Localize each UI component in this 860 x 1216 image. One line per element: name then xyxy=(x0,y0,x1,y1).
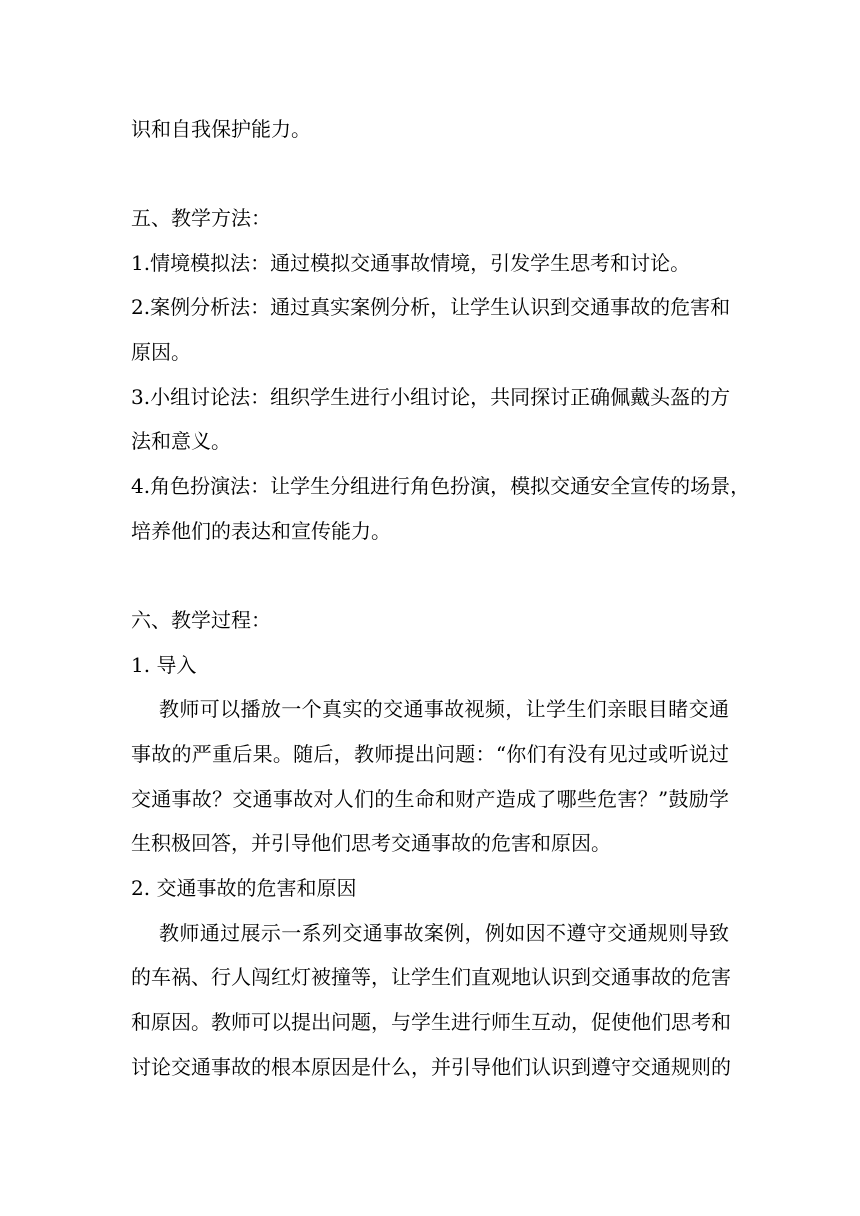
paragraph-line: 交通事故？交通事故对人们的生命和财产造成了哪些危害？”鼓励学 xyxy=(131,787,729,811)
paragraph-line: 事故的严重后果。随后，教师提出问题：“你们有没有见过或听说过 xyxy=(131,742,729,766)
list-item-method-2-cont: 原因。 xyxy=(131,340,191,364)
subheading-accident-harm-causes: 2. 交通事故的危害和原因 xyxy=(131,876,357,900)
list-item-method-1: 1.情境模拟法：通过模拟交通事故情境，引发学生思考和讨论。 xyxy=(131,251,691,275)
paragraph-line: 识和自我保护能力。 xyxy=(131,117,311,141)
subheading-introduction: 1. 导入 xyxy=(131,653,197,677)
paragraph-line: 讨论交通事故的根本原因是什么，并引导他们认识到遵守交通规则的 xyxy=(131,1055,731,1079)
section-heading-teaching-methods: 五、教学方法： xyxy=(131,206,271,230)
paragraph-line: 和原因。教师可以提出问题，与学生进行师生互动，促使他们思考和 xyxy=(131,1010,731,1034)
paragraph-line: 教师可以播放一个真实的交通事故视频，让学生们亲眼目睹交通 xyxy=(159,697,729,721)
list-item-method-4: 4.角色扮演法：让学生分组进行角色扮演，模拟交通安全宣传的场景， xyxy=(131,474,751,498)
list-item-method-3-cont: 法和意义。 xyxy=(131,429,231,453)
paragraph-line: 的车祸、行人闯红灯被撞等，让学生们直观地认识到交通事故的危害 xyxy=(131,965,731,989)
section-heading-teaching-process: 六、教学过程： xyxy=(131,608,271,632)
list-item-method-4-cont: 培养他们的表达和宣传能力。 xyxy=(131,519,391,543)
paragraph-line: 教师通过展示一系列交通事故案例，例如因不遵守交通规则导致 xyxy=(159,921,729,945)
list-item-method-3: 3.小组讨论法：组织学生进行小组讨论，共同探讨正确佩戴头盔的方 xyxy=(131,385,731,409)
paragraph-line: 生积极回答，并引导他们思考交通事故的危害和原因。 xyxy=(131,831,611,855)
list-item-method-2: 2.案例分析法：通过真实案例分析，让学生认识到交通事故的危害和 xyxy=(131,295,731,319)
